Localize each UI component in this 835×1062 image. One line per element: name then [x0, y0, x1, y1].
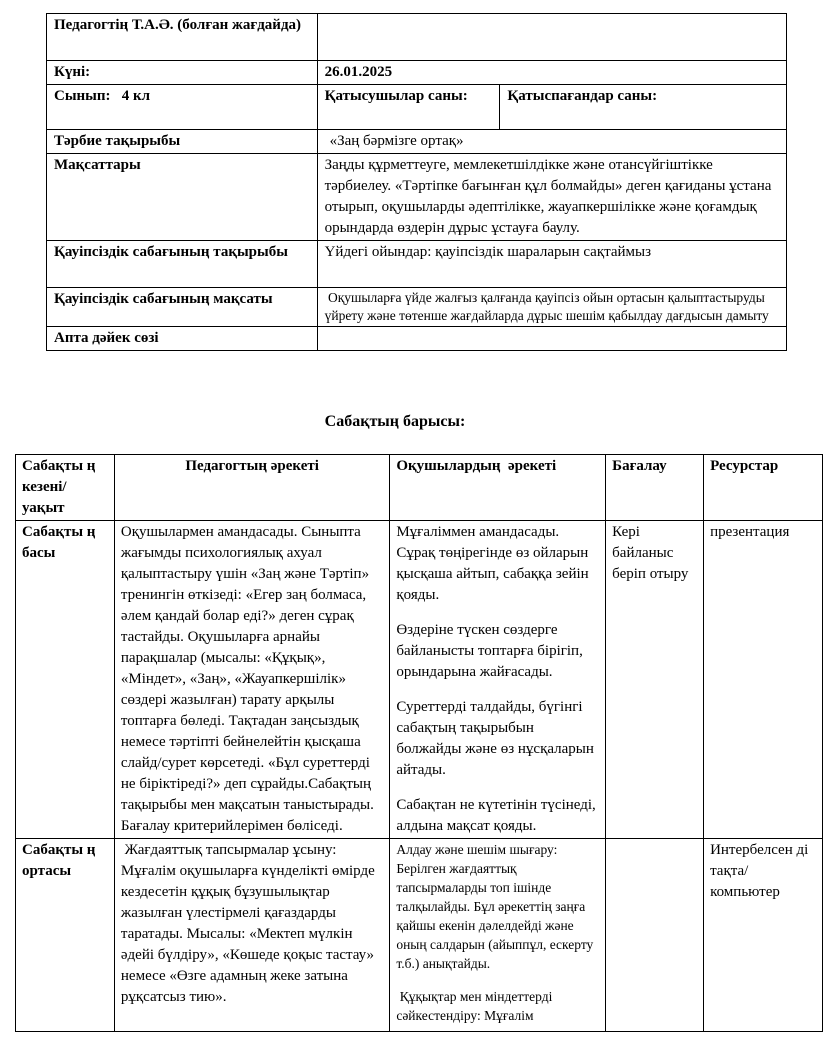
lesson-row-middle [16, 839, 823, 1032]
teacher-action-header: Педагогтың әрекеті [114, 455, 389, 521]
lesson-row-start [16, 521, 823, 839]
date-value: 26.01.2025 [317, 61, 786, 85]
goals-row [47, 154, 787, 241]
class-label: Сынып: 4 кл [47, 85, 318, 130]
stage-header: Сабақты ң кезені/ уақыт [16, 455, 115, 521]
goals-label: Мақсаттары [47, 154, 318, 241]
quote-row [47, 327, 787, 351]
student-action-start-2: Өздеріне түскен сөздерге байланысты топтарға бірігіп, орындарына жайғасады. [396, 622, 583, 680]
stage-middle: Сабақты ң ортасы [16, 839, 115, 1032]
student-action-start-4: Сабақтан не күтетінін түсінеді, алдына мақсат қояды. [396, 797, 596, 834]
lesson-info-table [46, 13, 787, 351]
lesson-header-row [16, 455, 823, 521]
participants-label: Қатысушылар саны: [317, 85, 500, 130]
topic-row [47, 130, 787, 154]
safety-topic-value: Үйдегі ойындар: қауіпсіздік шараларын сақтаймыз [317, 241, 786, 288]
student-action-middle-1: Алдау және шешім шығару: Берілген жағдаяттық тапсырмаларды топ ішінде талқылайды. Бұл әрекеттің заңға қайшы екенін дәлелдейді және оның салдарын (айыппұл, ескерту т.б.) анықтайды. [396, 842, 594, 971]
topic-label: Тәрбие тақырыбы [47, 130, 318, 154]
safety-goal-row [47, 288, 787, 327]
date-label: Күні: [47, 61, 318, 85]
teacher-value [317, 14, 786, 61]
student-action-start [390, 521, 606, 839]
student-action-start-3: Суреттерді талдайды, бүгінгі сабақтың тақырыбын болжайды және өз нұсқаларын айтады. [396, 699, 594, 778]
lesson-progress-heading: Сабақтың барысы: [324, 413, 466, 430]
student-action-header: Оқушылардың әрекеті [390, 455, 606, 521]
teacher-action-middle: Жағдаяттық тапсырмалар ұсыну: Мұғалім оқушыларға күнделікті өмірде кездесетін құқық бұзушылықтар жазылған үлестірмелі қағаздарды таратады. Мысалы: «Мектеп мүлкін әдейі бүлдіру», «Көшеде қоқыс тастау» немесе «Өзге адамның жеке затына рұқсатсыз тию». [114, 839, 389, 1032]
absent-label: Қатыспағандар саны: [500, 85, 787, 130]
student-action-middle-2: Құқықтар мен міндеттерді сәйкестендіру: Мұғалім [396, 989, 556, 1023]
teacher-label: Педагогтің Т.А.Ә. (болған жағдайда) [47, 14, 318, 61]
assessment-start: Кері байланыс беріп отыру [606, 521, 704, 839]
topic-value: «Заң бәрмізге ортақ» [317, 130, 786, 154]
student-action-middle [390, 839, 606, 1032]
quote-label: Апта дәйек сөзі [47, 327, 318, 351]
safety-goal-label: Қауіпсіздік сабағының мақсаты [47, 288, 318, 327]
assessment-middle [606, 839, 704, 1032]
safety-topic-label: Қауіпсіздік сабағының тақырыбы [47, 241, 318, 288]
teacher-row [47, 14, 787, 61]
teacher-action-start: Оқушылармен амандасады. Сыныпта жағымды психологиялық ахуал қалыптастыру үшін «Заң және Тәртіп» тренингін өткізеді: «Егер заң болмаса, әлем қандай болар еді?» деген сұрақ тастайды. Оқушыларға арнайы парақшалар (мысалы: «Құқық», «Міндет», «Заң», «Жауапкершілік» сөздері жазылған) тарату арқылы топтарға бөледі. Тақтадан заңсыздық немесе тәртіпті бейнелейтін қысқаша слайд/сурет көрсетеді. «Бұл суреттерді не біріктіреді?» деп сұрайды.Сабақтың тақырыбы мен мақсатын таныстырады. Бағалау критерийлерімен бөліседі. [114, 521, 389, 839]
resources-start: презентация [704, 521, 823, 839]
date-row [47, 61, 787, 85]
stage-start: Сабақты ң басы [16, 521, 115, 839]
resources-header: Ресурстар [704, 455, 823, 521]
lesson-progress-table [15, 454, 823, 1032]
safety-topic-row [47, 241, 787, 288]
assessment-header: Бағалау [606, 455, 704, 521]
resources-middle: Интербелсен ді тақта/ компьютер [704, 839, 823, 1032]
safety-goal-value: Оқушыларға үйде жалғыз қалғанда қауіпсіз ойын ортасын қалыптастыруды үйрету және төтенше жағдайларда дұрыс шешім қабылдау дағдысын дамыту [317, 288, 786, 327]
goals-value: Заңды құрметтеуге, мемлекетшілдікке және отансүйгіштікке тәрбиелеу. «Тәртіпке бағынған құл болмайды» деген қағиданы ұстана отырып, оқушыларды әдептілікке, жауапкершілікке және қоғамдық орындарда өздерін дұрыс ұстауға баулу. [317, 154, 786, 241]
class-row [47, 85, 787, 130]
quote-value [317, 327, 786, 351]
student-action-start-1: Мұғаліммен амандасады. Сұрақ төңірегінде өз ойларын қысқаша айтып, сабаққа зейін қояды. [396, 524, 589, 603]
